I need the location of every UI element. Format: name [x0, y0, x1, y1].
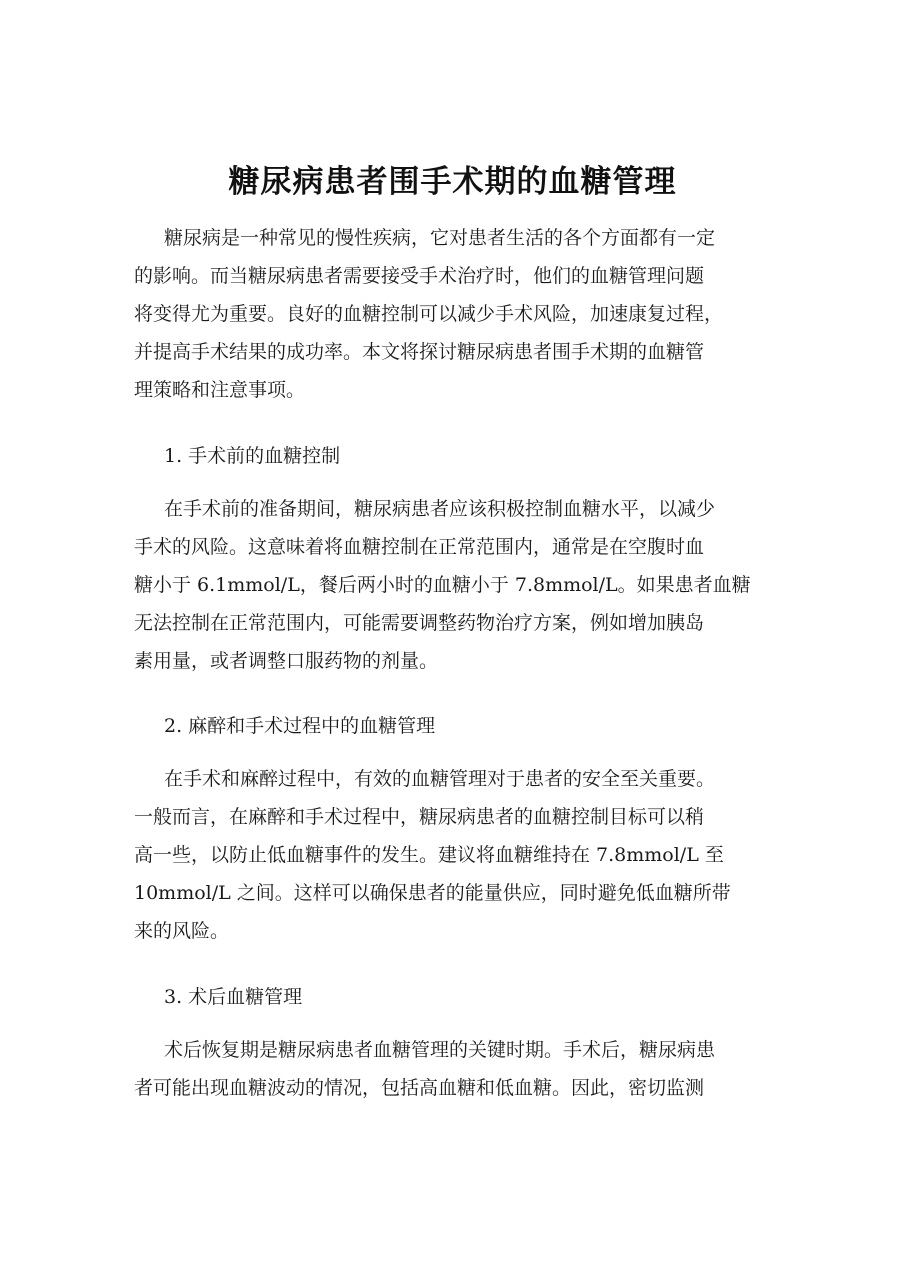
paragraph-line: 高一些，以防止低血糖事件的发生。建议将血糖维持在 7.8mmol/L 至 — [134, 844, 724, 866]
paragraph-line: 无法控制在正常范围内，可能需要调整药物治疗方案，例如增加胰岛 — [134, 612, 705, 634]
paragraph-line: 素用量，或者调整口服药物的剂量。 — [134, 650, 439, 672]
paragraph-line: 来的风险。 — [134, 920, 230, 942]
paragraph-line: 者可能出现血糖波动的情况，包括高血糖和低血糖。因此，密切监测 — [134, 1077, 705, 1099]
section-heading-1: 1. 手术前的血糖控制 — [164, 445, 341, 467]
document-title: 糖尿病患者围手术期的血糖管理 — [228, 164, 677, 200]
paragraph-line: 10mmol/L 之间。这样可以确保患者的能量供应，同时避免低血糖所带 — [134, 882, 731, 904]
paragraph-line: 的影响。而当糖尿病患者需要接受手术治疗时，他们的血糖管理问题 — [134, 265, 705, 287]
paragraph-line: 糖尿病是一种常见的慢性疾病，它对患者生活的各个方面都有一定 — [164, 227, 716, 249]
section-heading-2: 2. 麻醉和手术过程中的血糖管理 — [164, 715, 436, 737]
paragraph-line: 糖小于 6.1mmol/L，餐后两小时的血糖小于 7.8mmol/L。如果患者血糖 — [134, 574, 751, 596]
paragraph-line: 将变得尤为重要。良好的血糖控制可以减少手术风险，加速康复过程， — [134, 303, 724, 325]
paragraph-line: 手术的风险。这意味着将血糖控制在正常范围内，通常是在空腹时血 — [134, 536, 705, 558]
paragraph-line: 在手术和麻醉过程中，有效的血糖管理对于患者的安全至关重要。 — [164, 768, 716, 790]
intro-paragraph — [134, 219, 784, 409]
section-2-paragraph — [134, 760, 784, 950]
paragraph-line: 在手术前的准备期间，糖尿病患者应该积极控制血糖水平，以减少 — [164, 498, 716, 520]
paragraph-line: 术后恢复期是糖尿病患者血糖管理的关键时期。手术后，糖尿病患 — [164, 1039, 716, 1061]
section-3-paragraph — [134, 1031, 784, 1107]
paragraph-line: 理策略和注意事项。 — [134, 379, 306, 401]
paragraph-line: 一般而言，在麻醉和手术过程中，糖尿病患者的血糖控制目标可以稍 — [134, 806, 705, 828]
section-1-paragraph — [134, 490, 784, 680]
paragraph-line: 并提高手术结果的成功率。本文将探讨糖尿病患者围手术期的血糖管 — [134, 341, 705, 363]
section-heading-3: 3. 术后血糖管理 — [164, 986, 303, 1008]
